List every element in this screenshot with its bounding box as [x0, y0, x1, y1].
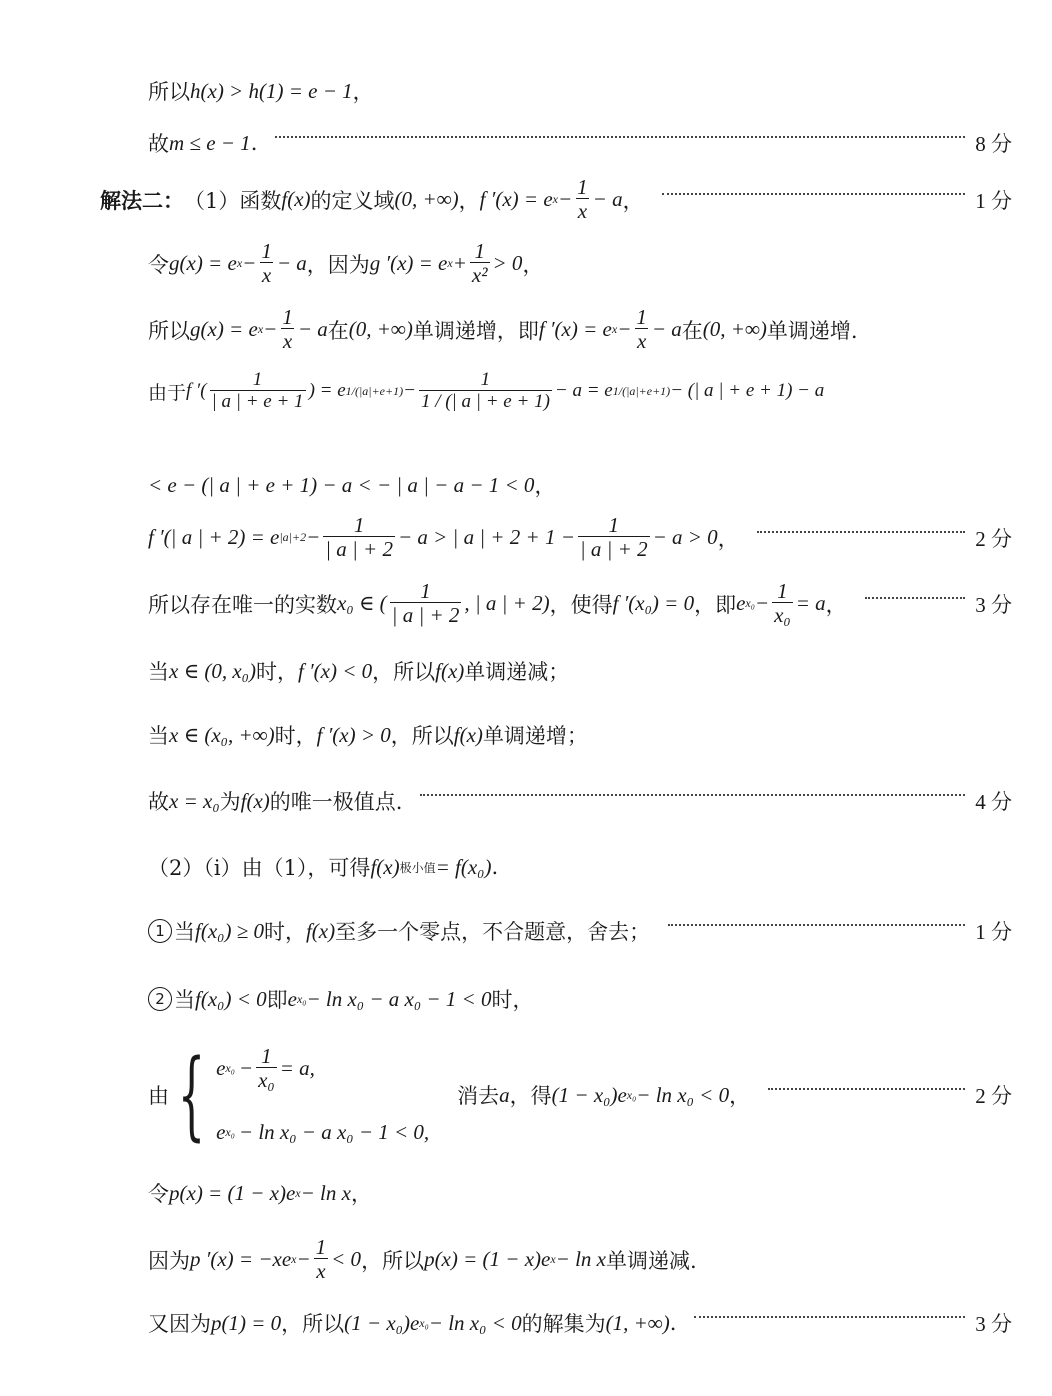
- math: a: [499, 1082, 510, 1107]
- math: − ln x: [555, 1247, 606, 1272]
- math: f ′(x) = e: [479, 187, 553, 212]
- text: ，所以: [281, 1312, 345, 1336]
- line-17: [148, 1178, 1012, 1208]
- numerator: 1: [282, 305, 293, 329]
- line-10: [148, 656, 1012, 686]
- superscript: x: [295, 1185, 301, 1200]
- line-4: [148, 240, 1012, 287]
- text: ，: [350, 1182, 372, 1206]
- math: f(x): [453, 722, 483, 747]
- math: −: [306, 525, 321, 550]
- math: f ′(x) = e: [538, 317, 612, 342]
- math: f(x): [240, 788, 270, 813]
- math: x ∈ (x₀, +∞): [169, 722, 275, 747]
- text: 的唯一极值点.: [269, 790, 403, 814]
- subscript: 极小值: [399, 860, 436, 875]
- superscript: x₀: [626, 1087, 637, 1102]
- text: 时，: [263, 920, 306, 944]
- text: ，因为: [306, 252, 370, 277]
- denominator: x: [577, 199, 588, 224]
- text: ，: [534, 474, 556, 498]
- system-row-2: [216, 1120, 429, 1145]
- math: = f(x₀): [435, 854, 492, 879]
- fraction: [634, 306, 649, 353]
- text: 故: [148, 790, 169, 814]
- math: − ln x₀ < 0: [428, 1310, 522, 1335]
- text: ，: [622, 188, 644, 213]
- math: (1 − x₀)e: [344, 1310, 420, 1335]
- denominator: x: [282, 329, 293, 354]
- math: , | a | + 2): [464, 591, 550, 616]
- text: ，所以: [372, 660, 436, 684]
- math: = a,: [279, 1056, 315, 1081]
- math: e: [736, 591, 746, 616]
- text: 故: [148, 132, 169, 156]
- math: f(x): [435, 658, 465, 683]
- solution-label: 解法二：: [100, 188, 184, 213]
- superscript: x₀: [419, 1315, 429, 1330]
- superscript: x: [257, 322, 264, 337]
- text: 时，: [274, 724, 317, 748]
- math: ) = e: [308, 380, 346, 402]
- text: 由于: [148, 381, 187, 404]
- text: 令: [148, 1182, 169, 1206]
- fraction: [280, 306, 295, 353]
- system-row-1: [216, 1045, 429, 1092]
- text: ，: [458, 188, 480, 213]
- superscript: 1/(|a|+e+1): [612, 383, 671, 398]
- math: m ≤ e − 1: [169, 130, 251, 155]
- math: x = x₀: [169, 788, 220, 813]
- math: f(x₀) ≥ 0: [195, 918, 264, 943]
- leader-dots: [668, 924, 965, 926]
- denominator: x₀: [258, 1068, 275, 1093]
- math: g ′(x) = e: [369, 251, 448, 276]
- math: = a: [795, 591, 826, 616]
- math: (0, +∞): [702, 317, 767, 342]
- math: < 0: [331, 1247, 362, 1272]
- denominator: x: [636, 329, 647, 354]
- text: 当: [148, 660, 169, 684]
- text: 令: [148, 252, 169, 277]
- fraction: [470, 240, 490, 287]
- math: − ln x₀ − a x₀ − 1 < 0,: [238, 1120, 430, 1144]
- math: −: [557, 187, 573, 212]
- leader-dots: [662, 193, 966, 195]
- text: ，: [522, 252, 544, 277]
- line-19: [148, 1308, 1012, 1338]
- text: ，所以: [390, 724, 454, 748]
- superscript: x: [611, 322, 618, 337]
- left-brace: {: [177, 1039, 206, 1151]
- numerator: 1: [252, 369, 263, 390]
- numerator: 1: [315, 1235, 327, 1259]
- math: h(x) > h(1) = e − 1: [190, 78, 353, 103]
- math: − a = e: [554, 380, 613, 402]
- fraction: [419, 370, 552, 413]
- text: ，所以: [361, 1248, 425, 1273]
- text: （1）函数: [184, 188, 282, 213]
- text: 所以: [148, 80, 190, 104]
- line-6: [148, 370, 1012, 413]
- math: − ln x₀ − a x₀ − 1 < 0: [306, 986, 492, 1011]
- math: − ln x: [300, 1180, 351, 1205]
- line-7: [148, 470, 1012, 500]
- math: (1, +∞): [605, 1310, 670, 1335]
- leader-dots: [694, 1316, 965, 1318]
- text: （2）（i）由（1），可得: [148, 856, 371, 880]
- math: − a > | a | + 2 + 1 −: [397, 525, 575, 550]
- math: f(x): [305, 918, 336, 943]
- math: −: [238, 1056, 254, 1081]
- fraction: [314, 1236, 329, 1283]
- numerator: 1: [777, 579, 788, 603]
- text: 为: [219, 790, 241, 814]
- line-2: [148, 128, 1012, 158]
- text: 由: [148, 1084, 169, 1108]
- math: p(x) = (1 − x)e: [169, 1180, 296, 1205]
- score: 3 分: [975, 592, 1012, 617]
- score: 1 分: [975, 188, 1012, 213]
- math: > 0: [492, 251, 523, 276]
- math: f ′(: [186, 380, 207, 402]
- leader-dots: [865, 597, 966, 599]
- superscript: x: [291, 1252, 297, 1267]
- line-18: [148, 1236, 1012, 1283]
- math: − ln x₀ < 0: [636, 1082, 730, 1107]
- math: − (| a | + e + 1) − a: [670, 380, 825, 402]
- circled-number: 1: [148, 919, 172, 943]
- text: 的定义域: [310, 188, 395, 213]
- text: 单调递减.: [606, 1248, 697, 1273]
- text: 至多一个零点，不合题意，舍去；: [335, 920, 651, 944]
- denominator: | a | + e + 1: [211, 390, 304, 412]
- score: 4 分: [975, 790, 1012, 814]
- leader-dots: [768, 1088, 965, 1090]
- line-16-system: [148, 1040, 1012, 1150]
- math: (0, +∞): [394, 187, 459, 212]
- text: 的解集为: [521, 1312, 606, 1336]
- text: 单调递增，即: [412, 318, 539, 343]
- math: − a: [651, 317, 682, 342]
- math: e: [216, 1056, 226, 1081]
- denominator: | a | + 2: [391, 603, 460, 628]
- text: 单调递增；: [482, 724, 588, 748]
- superscript: x: [447, 256, 453, 271]
- text: 单调递增.: [766, 318, 858, 343]
- leader-dots: [275, 136, 965, 138]
- math: x ∈ (0, x₀): [169, 658, 256, 683]
- line-11: [148, 720, 1012, 750]
- math: −: [617, 317, 632, 342]
- math: < e − (| a | + e + 1) − a < − | a | − a − 1 < 0: [148, 472, 535, 497]
- fraction: [259, 240, 274, 287]
- superscript: x: [552, 192, 558, 207]
- text: ，: [825, 592, 847, 617]
- fraction: [256, 1045, 277, 1092]
- line-8: [148, 514, 1012, 561]
- math: f ′(x) > 0: [316, 722, 391, 747]
- text: 时，: [491, 988, 534, 1012]
- text: 单调递减；: [464, 660, 570, 684]
- superscript: x₀: [296, 991, 307, 1006]
- numerator: 1: [261, 239, 272, 263]
- math: −: [296, 1247, 311, 1272]
- numerator: 1: [261, 1044, 272, 1068]
- fraction: [575, 176, 590, 223]
- text: ，使得: [549, 592, 613, 617]
- text: 所以存在唯一的实数: [148, 592, 337, 617]
- math: −: [242, 251, 257, 276]
- text: 时，: [255, 660, 298, 684]
- line-9: [148, 580, 1012, 627]
- math: e: [287, 986, 297, 1011]
- text: 即: [266, 988, 288, 1012]
- numerator: 1: [353, 513, 365, 537]
- math: − a: [297, 317, 328, 342]
- math: f(x): [281, 187, 311, 212]
- math: − a: [592, 187, 623, 212]
- fraction: [578, 514, 650, 561]
- text: 所以: [148, 318, 190, 343]
- fraction: [772, 580, 793, 627]
- line-15: [148, 984, 1012, 1014]
- numerator: 1: [636, 305, 647, 329]
- circled-number: 2: [148, 987, 172, 1011]
- text: .: [491, 855, 499, 879]
- math: (1 − x₀)e: [551, 1082, 627, 1107]
- text: ，: [729, 1084, 751, 1108]
- superscript: x₀: [225, 1061, 235, 1076]
- math: f ′(x₀) = 0: [612, 591, 695, 616]
- math: p ′(x) = −xe: [190, 1247, 292, 1272]
- text: 在: [681, 318, 703, 343]
- math: −: [754, 591, 770, 616]
- denominator: x: [261, 263, 272, 288]
- score: 3 分: [975, 1312, 1012, 1336]
- score: 8 分: [975, 132, 1012, 156]
- math: (0, +∞): [348, 317, 413, 342]
- text: 又因为: [148, 1312, 211, 1336]
- line-14: [148, 916, 1012, 946]
- numerator: 1: [420, 579, 431, 603]
- fraction: [323, 514, 395, 561]
- superscript: 1/(|a|+e+1): [345, 383, 404, 398]
- text: 当: [174, 988, 195, 1012]
- leader-dots: [420, 794, 965, 796]
- line-12: [148, 786, 1012, 816]
- text: 当: [174, 920, 195, 944]
- denominator: 1 / (| a | + e + 1): [420, 390, 550, 412]
- math: f ′(x) < 0: [297, 658, 373, 683]
- text: ，得: [509, 1084, 552, 1108]
- numerator: 1: [474, 239, 485, 263]
- superscript: x: [236, 256, 243, 271]
- text: ，: [352, 80, 374, 104]
- text: ，: [717, 526, 739, 551]
- line-13: [148, 852, 1012, 882]
- math: −: [263, 317, 278, 342]
- math: f(x₀) < 0: [195, 986, 267, 1011]
- score: 1 分: [975, 920, 1012, 944]
- line-3: [100, 176, 1012, 223]
- superscript: x₀: [225, 1125, 235, 1139]
- denominator: x: [316, 1259, 326, 1284]
- score: 2 分: [975, 1084, 1012, 1108]
- superscript: x: [550, 1252, 556, 1267]
- math: p(1) = 0: [211, 1310, 282, 1335]
- math: f(x): [370, 854, 400, 879]
- math: x₀ ∈ (: [337, 591, 387, 616]
- numerator: 1: [608, 513, 619, 537]
- numerator: 1: [480, 369, 491, 390]
- text: ，即: [694, 592, 737, 617]
- text: 当: [148, 724, 169, 748]
- text: 因为: [148, 1248, 190, 1273]
- math: g(x) = e: [190, 317, 258, 342]
- math: +: [452, 251, 467, 276]
- math: f ′(| a | + 2) = e: [148, 525, 280, 550]
- denominator: | a | + 2: [325, 537, 393, 562]
- fraction: [390, 580, 462, 627]
- leader-dots: [757, 531, 966, 533]
- fraction: [210, 370, 306, 413]
- math: p(x) = (1 − x)e: [424, 1247, 551, 1272]
- superscript: |a|+2: [279, 530, 307, 545]
- math: − a > 0: [652, 525, 718, 550]
- score: 2 分: [975, 526, 1012, 551]
- denominator: x₀: [774, 603, 791, 628]
- denominator: | a | + 2: [579, 537, 648, 562]
- superscript: x₀: [745, 596, 755, 611]
- denominator: x²: [471, 263, 488, 288]
- line-5: [148, 306, 1012, 353]
- text: .: [669, 1311, 677, 1335]
- math: g(x) = e: [169, 251, 237, 276]
- math: e: [216, 1120, 226, 1144]
- text: .: [250, 131, 258, 155]
- text: 消去: [457, 1084, 500, 1108]
- equation-system: [216, 1045, 429, 1145]
- text: 在: [327, 318, 349, 343]
- numerator: 1: [577, 175, 588, 199]
- line-1: [148, 76, 1012, 106]
- math: − a: [276, 251, 307, 276]
- math: −: [403, 380, 416, 402]
